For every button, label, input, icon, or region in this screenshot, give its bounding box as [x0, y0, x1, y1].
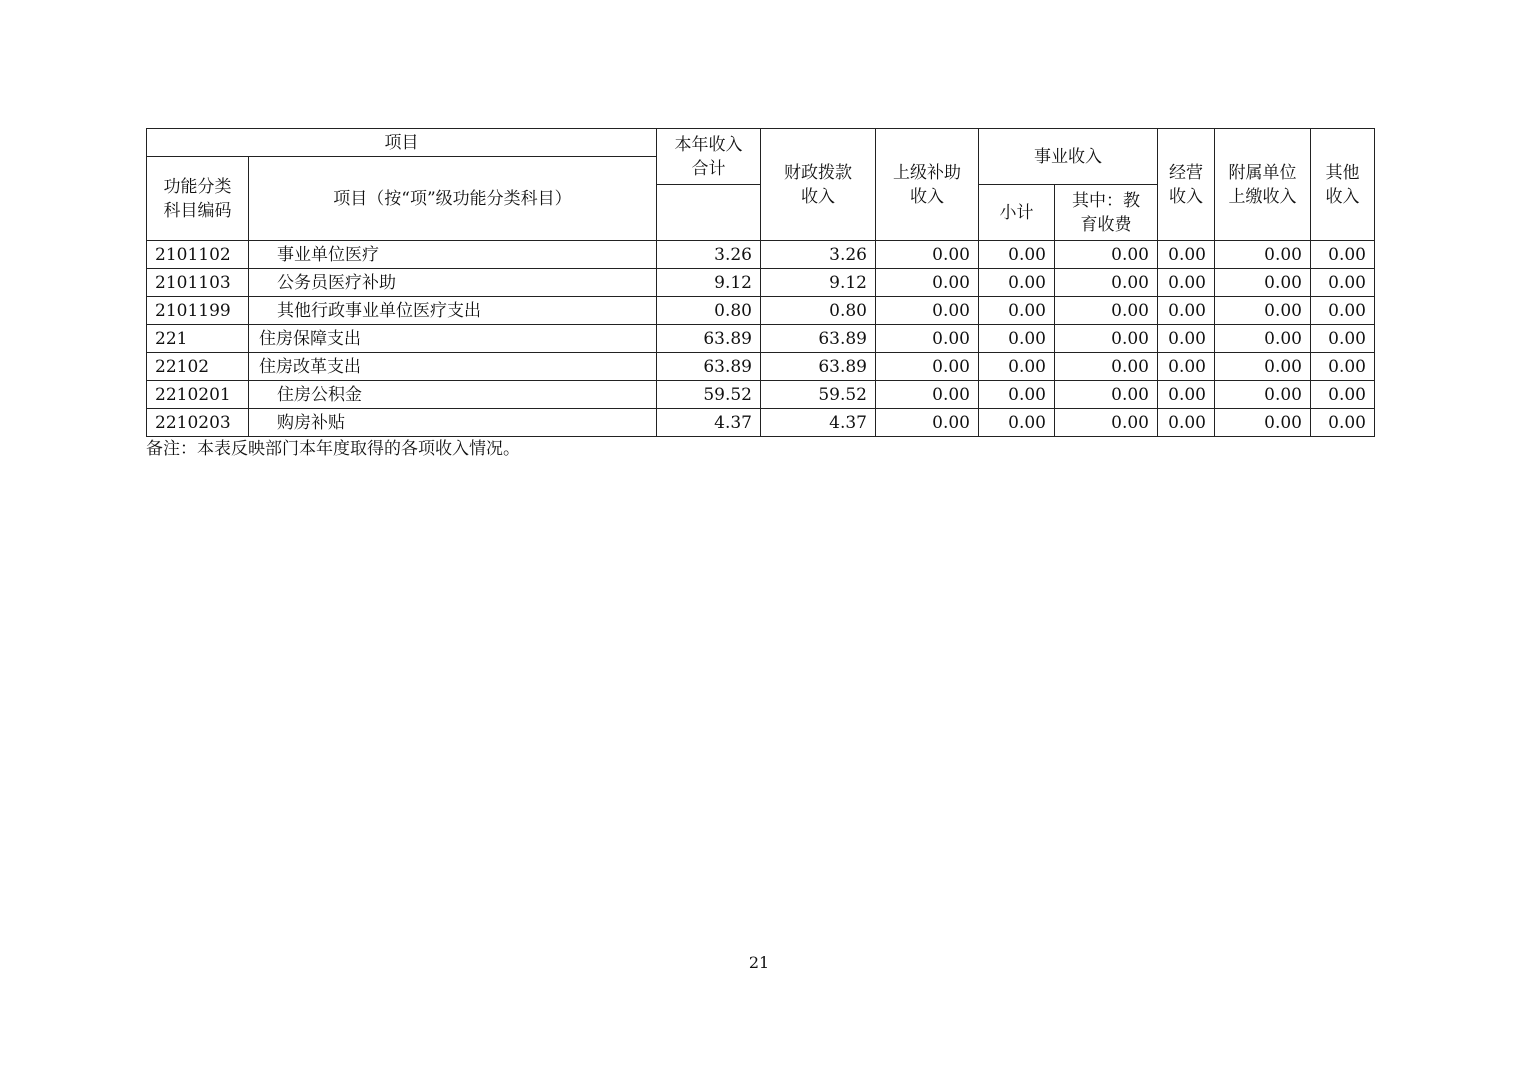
row-superior: 0.00: [876, 409, 979, 437]
header-operating: 经营 收入: [1158, 129, 1215, 241]
row-fiscal: 63.89: [761, 325, 876, 353]
row-subtotal: 0.00: [979, 241, 1055, 269]
row-superior: 0.00: [876, 297, 979, 325]
income-table: [146, 128, 1375, 437]
row-name: 住房公积金: [249, 381, 657, 409]
row-fiscal: 3.26: [761, 241, 876, 269]
row-other: 0.00: [1311, 409, 1375, 437]
row-education: 0.00: [1055, 241, 1158, 269]
row-subtotal: 0.00: [979, 353, 1055, 381]
table-row: [147, 381, 1375, 409]
row-superior: 0.00: [876, 241, 979, 269]
row-superior: 0.00: [876, 381, 979, 409]
row-code: 2101199: [147, 297, 249, 325]
row-operating: 0.00: [1158, 325, 1215, 353]
row-education: 0.00: [1055, 269, 1158, 297]
row-operating: 0.00: [1158, 269, 1215, 297]
row-subtotal: 0.00: [979, 409, 1055, 437]
row-other: 0.00: [1311, 353, 1375, 381]
header-total-spacer: [657, 185, 761, 241]
header-item-group: 项目: [147, 129, 657, 157]
header-code: 功能分类 科目编码: [147, 157, 249, 241]
row-name: 其他行政事业单位医疗支出: [249, 297, 657, 325]
header-name: 项目（按“项”级功能分类科目）: [249, 157, 657, 241]
table-row: [147, 241, 1375, 269]
row-affiliated: 0.00: [1215, 353, 1311, 381]
row-total: 59.52: [657, 381, 761, 409]
row-name: 公务员医疗补助: [249, 269, 657, 297]
table-row: [147, 269, 1375, 297]
row-other: 0.00: [1311, 325, 1375, 353]
header-business-group: 事业收入: [979, 129, 1158, 185]
row-operating: 0.00: [1158, 381, 1215, 409]
row-other: 0.00: [1311, 269, 1375, 297]
row-superior: 0.00: [876, 325, 979, 353]
row-code: 2210201: [147, 381, 249, 409]
row-operating: 0.00: [1158, 353, 1215, 381]
row-fiscal: 4.37: [761, 409, 876, 437]
row-education: 0.00: [1055, 409, 1158, 437]
row-fiscal: 9.12: [761, 269, 876, 297]
row-other: 0.00: [1311, 381, 1375, 409]
row-education: 0.00: [1055, 325, 1158, 353]
row-superior: 0.00: [876, 269, 979, 297]
row-name: 购房补贴: [249, 409, 657, 437]
row-subtotal: 0.00: [979, 325, 1055, 353]
row-name: 住房保障支出: [249, 325, 657, 353]
page-number: 21: [748, 953, 770, 972]
row-other: 0.00: [1311, 241, 1375, 269]
header-fiscal: 财政拨款 收入: [761, 129, 876, 241]
header-superior: 上级补助 收入: [876, 129, 979, 241]
row-total: 3.26: [657, 241, 761, 269]
row-name: 住房改革支出: [249, 353, 657, 381]
row-name: 事业单位医疗: [249, 241, 657, 269]
row-code: 221: [147, 325, 249, 353]
row-other: 0.00: [1311, 297, 1375, 325]
row-education: 0.00: [1055, 297, 1158, 325]
row-affiliated: 0.00: [1215, 241, 1311, 269]
table-row: [147, 409, 1375, 437]
row-subtotal: 0.00: [979, 269, 1055, 297]
header-education: 其中：教 育收费: [1055, 185, 1158, 241]
table-row: [147, 353, 1375, 381]
row-superior: 0.00: [876, 353, 979, 381]
row-affiliated: 0.00: [1215, 409, 1311, 437]
row-affiliated: 0.00: [1215, 325, 1311, 353]
row-subtotal: 0.00: [979, 381, 1055, 409]
table-row: [147, 297, 1375, 325]
header-subtotal: 小计: [979, 185, 1055, 241]
header-other: 其他 收入: [1311, 129, 1375, 241]
row-total: 0.80: [657, 297, 761, 325]
row-fiscal: 63.89: [761, 353, 876, 381]
row-code: 2101102: [147, 241, 249, 269]
row-total: 63.89: [657, 353, 761, 381]
row-education: 0.00: [1055, 353, 1158, 381]
table-body: [147, 241, 1375, 437]
row-affiliated: 0.00: [1215, 297, 1311, 325]
row-code: 22102: [147, 353, 249, 381]
row-subtotal: 0.00: [979, 297, 1055, 325]
table-note: 备注：本表反映部门本年度取得的各项收入情况。: [146, 439, 520, 459]
row-affiliated: 0.00: [1215, 269, 1311, 297]
row-code: 2210203: [147, 409, 249, 437]
row-operating: 0.00: [1158, 297, 1215, 325]
row-fiscal: 59.52: [761, 381, 876, 409]
row-code: 2101103: [147, 269, 249, 297]
header-affiliated: 附属单位 上缴收入: [1215, 129, 1311, 241]
row-total: 9.12: [657, 269, 761, 297]
header-total: 本年收入 合计: [657, 129, 761, 185]
table-row: [147, 325, 1375, 353]
row-total: 63.89: [657, 325, 761, 353]
table-header: [147, 129, 1375, 241]
row-total: 4.37: [657, 409, 761, 437]
row-fiscal: 0.80: [761, 297, 876, 325]
row-operating: 0.00: [1158, 241, 1215, 269]
row-affiliated: 0.00: [1215, 381, 1311, 409]
row-education: 0.00: [1055, 381, 1158, 409]
row-operating: 0.00: [1158, 409, 1215, 437]
